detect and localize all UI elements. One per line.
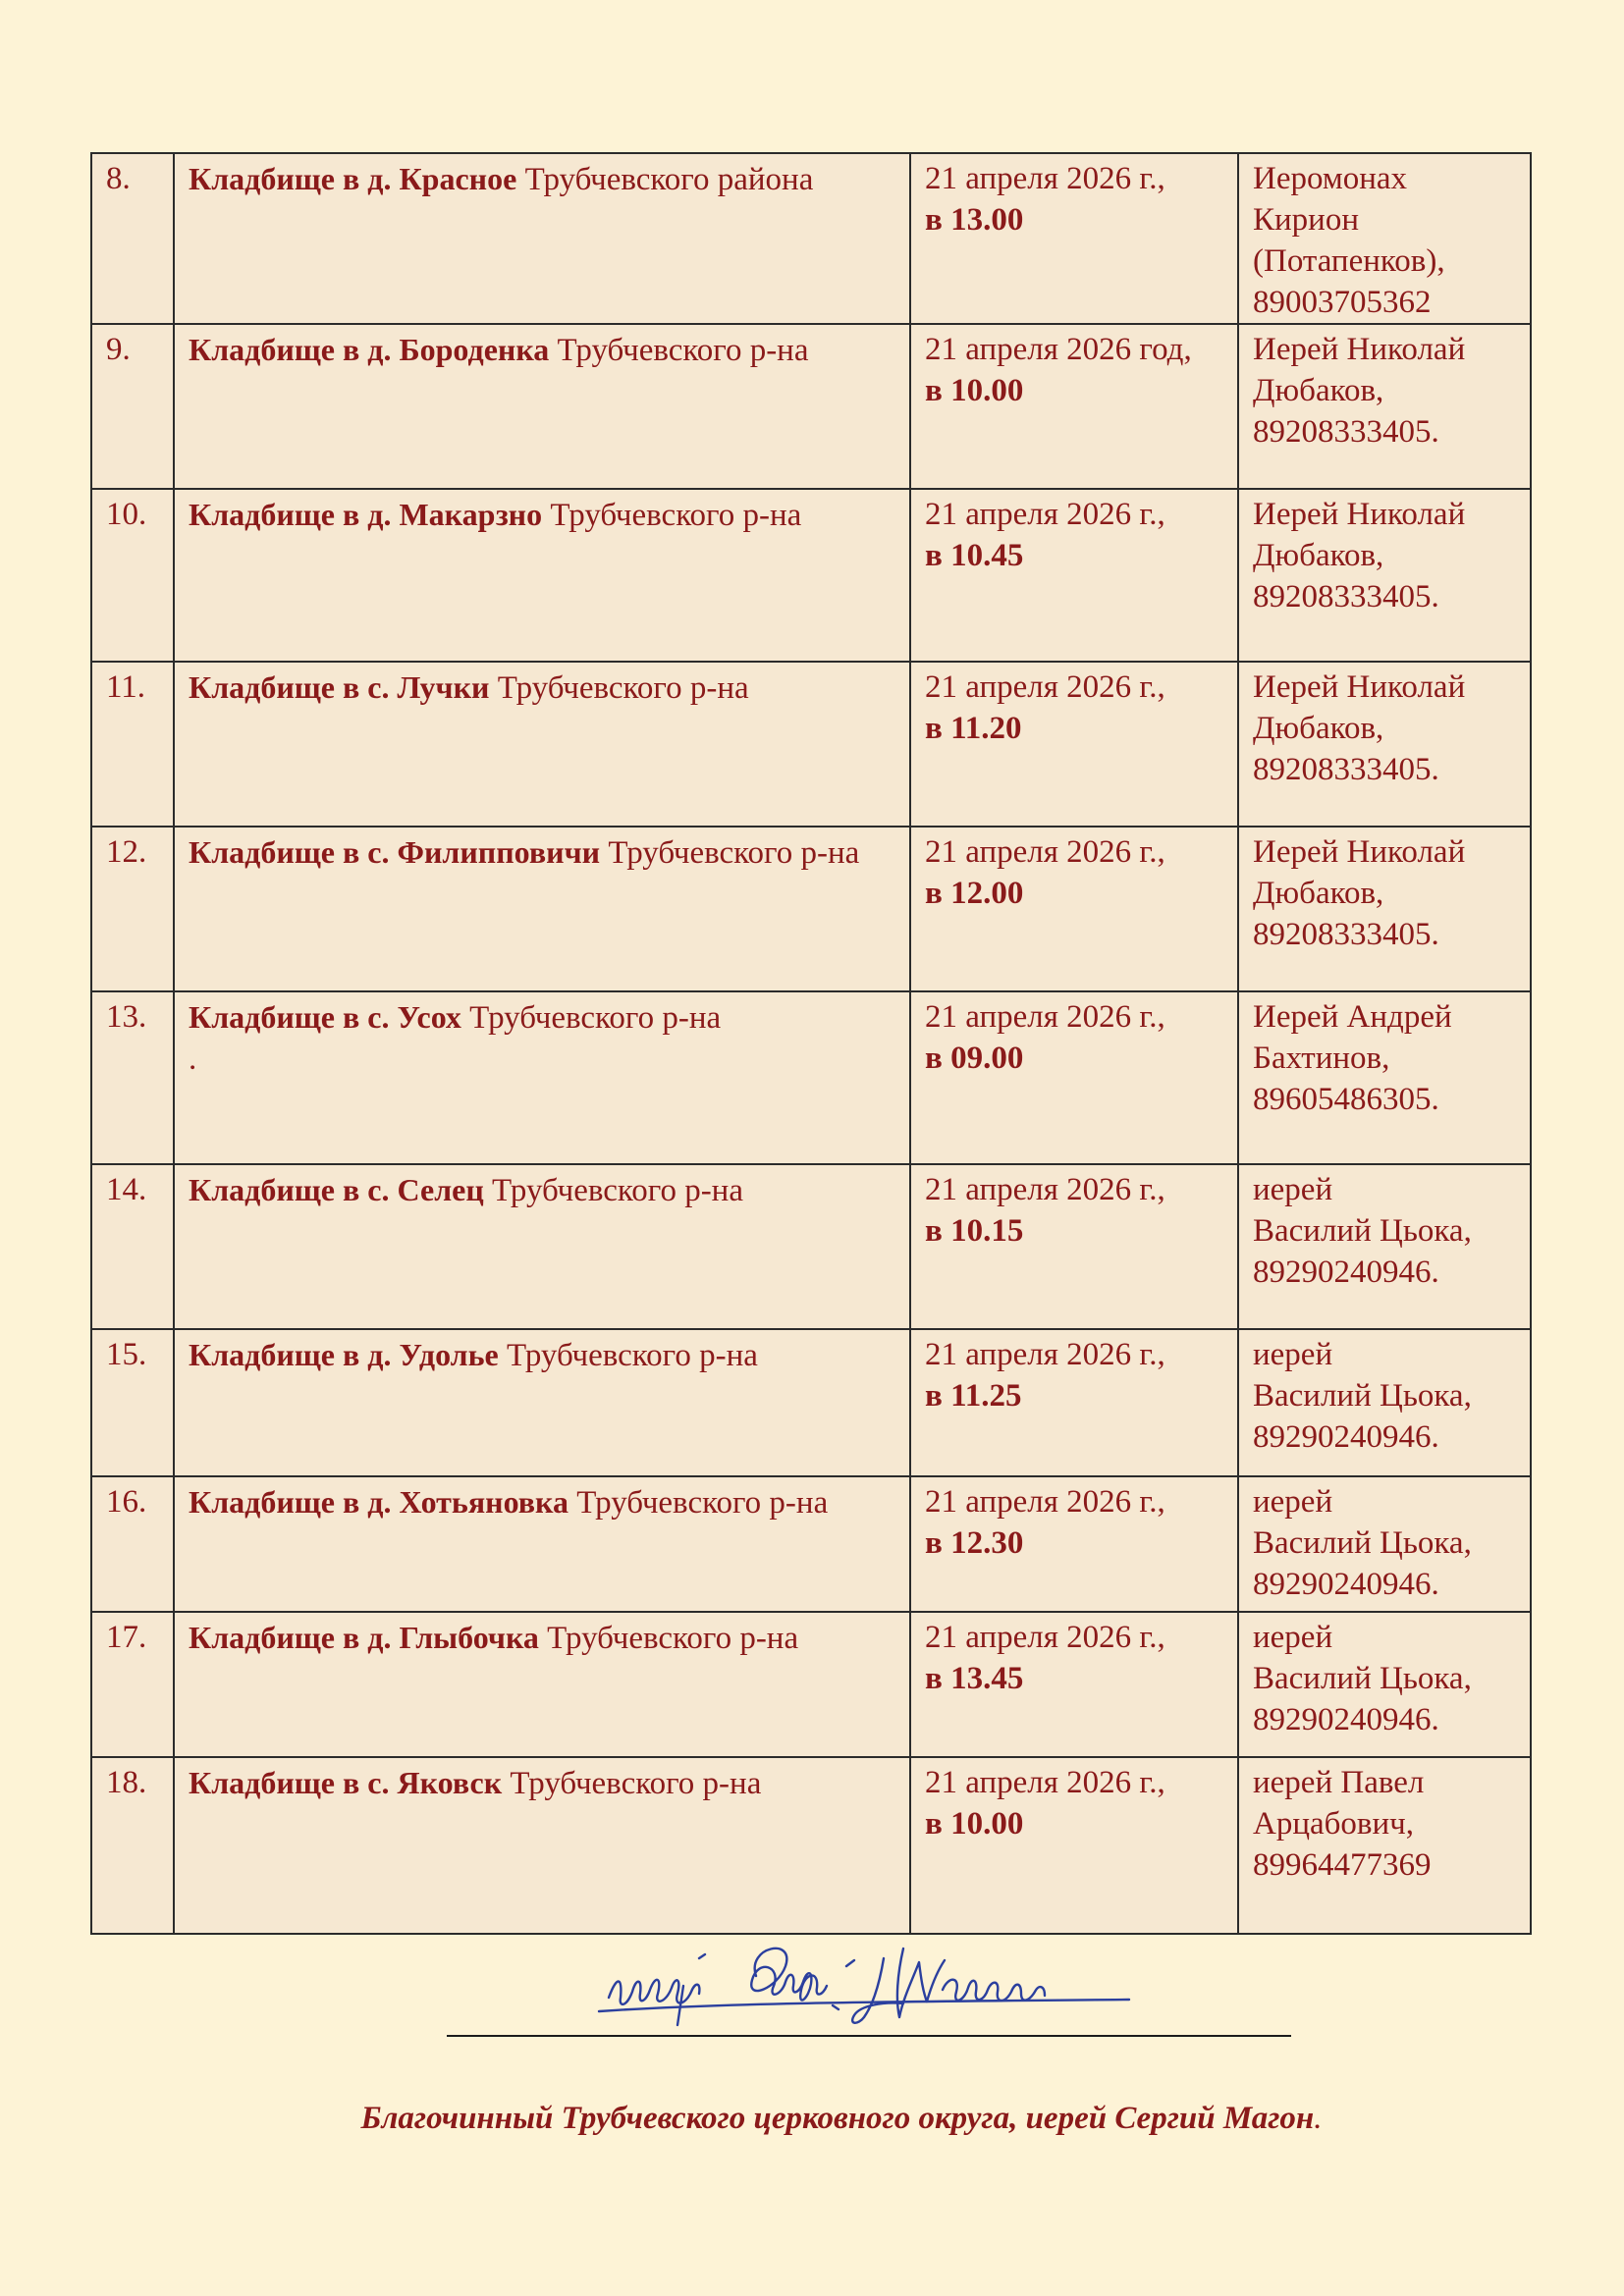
datetime-cell	[910, 153, 1238, 324]
priest-cell	[1238, 662, 1531, 827]
service-date: 21 апреля 2026 г.,	[925, 161, 1165, 196]
priest-line: 89208333405.	[1253, 414, 1439, 450]
place-name: Кладбище в д. Бороденка	[189, 332, 550, 367]
service-time: в 10.00	[925, 1806, 1024, 1842]
priest-cell	[1238, 1757, 1531, 1934]
place-cell	[174, 1329, 910, 1476]
priest-line: 89290240946.	[1253, 1419, 1439, 1455]
place-district: Трубчевского р-на	[483, 1173, 743, 1208]
place-name: Кладбище в с. Селец	[189, 1172, 484, 1207]
priest-cell	[1238, 153, 1531, 324]
place-name: Кладбище в с. Филипповичи	[189, 834, 601, 870]
place-district: Трубчевского р-на	[568, 1485, 829, 1521]
priest-line: Иеромонах	[1253, 161, 1408, 196]
datetime-cell	[910, 827, 1238, 991]
table-row	[91, 1757, 1531, 1934]
service-time: в 11.20	[925, 711, 1022, 746]
table-row	[91, 827, 1531, 991]
service-time: в 12.30	[925, 1525, 1024, 1561]
table-row	[91, 489, 1531, 662]
service-date: 21 апреля 2026 г.,	[925, 1620, 1165, 1655]
table-row	[91, 1329, 1531, 1476]
priest-line: Иерей Николай	[1253, 834, 1466, 870]
service-date: 21 апреля 2026 г.,	[925, 497, 1165, 532]
priest-line: 89208333405.	[1253, 579, 1439, 614]
datetime-cell	[910, 1476, 1238, 1612]
priest-line: Дюбаков,	[1253, 538, 1384, 573]
priest-cell	[1238, 1612, 1531, 1757]
place-name: Кладбище в д. Красное	[189, 161, 517, 196]
priest-line: 89605486305.	[1253, 1082, 1439, 1117]
service-date: 21 апреля 2026 г.,	[925, 669, 1165, 705]
priest-line: 89003705362	[1253, 285, 1432, 320]
place-cell	[174, 1612, 910, 1757]
row-number: 10.	[91, 489, 174, 662]
table-row	[91, 324, 1531, 489]
priest-line: иерей	[1253, 1337, 1333, 1372]
footer-title-end: .	[1314, 2101, 1323, 2136]
datetime-cell	[910, 1757, 1238, 1934]
place-district: Трубчевского р-на	[549, 333, 809, 368]
priest-line: Дюбаков,	[1253, 373, 1384, 408]
priest-line: Василий Цьока,	[1253, 1213, 1472, 1249]
footer-title-text: Благочинный Трубчевского церковного округа, иерей Сергий Магон	[360, 2101, 1315, 2136]
service-time: в 10.00	[925, 373, 1024, 408]
footer-title	[0, 2101, 1624, 2137]
priest-line: 89290240946.	[1253, 1567, 1439, 1602]
row-number: 17.	[91, 1612, 174, 1757]
priest-line: Иерей Андрей	[1253, 999, 1452, 1035]
place-name: Кладбище в д. Удолье	[189, 1337, 499, 1372]
table-row	[91, 991, 1531, 1164]
priest-line: 89964477369	[1253, 1847, 1432, 1883]
place-district: Трубчевского р-на	[460, 1000, 722, 1036]
priest-cell	[1238, 827, 1531, 991]
service-date: 21 апреля 2026 г.,	[925, 1172, 1165, 1207]
datetime-cell	[910, 489, 1238, 662]
place-cell	[174, 153, 910, 324]
place-cell	[174, 662, 910, 827]
priest-line: Иерей Николай	[1253, 497, 1466, 532]
signature-block	[447, 1929, 1291, 2047]
schedule-rows	[91, 153, 1531, 1934]
priest-line: 89208333405.	[1253, 752, 1439, 787]
priest-line: Иерей Николай	[1253, 332, 1466, 367]
service-date: 21 апреля 2026 год,	[925, 332, 1192, 367]
priest-line: 89208333405.	[1253, 917, 1439, 952]
schedule-table	[90, 152, 1532, 1935]
priest-cell	[1238, 991, 1531, 1164]
place-cell	[174, 1164, 910, 1329]
priest-line: Арцабович,	[1253, 1806, 1415, 1842]
service-date: 21 апреля 2026 г.,	[925, 1765, 1165, 1800]
place-district: Трубчевского р-на	[502, 1766, 762, 1801]
place-district: Трубчевского р-на	[538, 1621, 799, 1656]
table-row	[91, 1612, 1531, 1757]
place-cell	[174, 324, 910, 489]
datetime-cell	[910, 662, 1238, 827]
priest-line: (Потапенков),	[1253, 243, 1445, 279]
table-row	[91, 153, 1531, 324]
service-time: в 10.45	[925, 538, 1024, 573]
signature-line	[447, 2035, 1291, 2037]
row-number: 13.	[91, 991, 174, 1164]
place-name: Кладбище в с. Лучки	[189, 669, 490, 705]
place-cell	[174, 827, 910, 991]
row-number: 9.	[91, 324, 174, 489]
row-number: 12.	[91, 827, 174, 991]
priest-line: Василий Цьока,	[1253, 1661, 1472, 1696]
place-cell	[174, 489, 910, 662]
place-extra: .	[189, 1041, 197, 1077]
place-name: Кладбище в д. Глыбочка	[189, 1620, 539, 1655]
priest-line: Дюбаков,	[1253, 876, 1384, 911]
priest-line: иерей	[1253, 1484, 1333, 1520]
table-row	[91, 662, 1531, 827]
place-name: Кладбище в с. Усох	[189, 999, 461, 1035]
place-district: Трубчевского р-на	[489, 670, 749, 706]
place-district: Трубчевского района	[516, 162, 814, 197]
row-number: 18.	[91, 1757, 174, 1934]
priest-cell	[1238, 1164, 1531, 1329]
place-cell	[174, 991, 910, 1164]
table-row	[91, 1164, 1531, 1329]
row-number: 16.	[91, 1476, 174, 1612]
row-number: 11.	[91, 662, 174, 827]
place-name: Кладбище в д. Макарзно	[189, 497, 543, 532]
priest-line: Иерей Николай	[1253, 669, 1466, 705]
datetime-cell	[910, 1164, 1238, 1329]
service-time: в 09.00	[925, 1041, 1024, 1076]
service-time: в 10.15	[925, 1213, 1024, 1249]
priest-line: Дюбаков,	[1253, 711, 1384, 746]
service-date: 21 апреля 2026 г.,	[925, 999, 1165, 1035]
priest-cell	[1238, 1329, 1531, 1476]
row-number: 14.	[91, 1164, 174, 1329]
place-name: Кладбище в с. Яковск	[189, 1765, 503, 1800]
priest-line: иерей	[1253, 1172, 1333, 1207]
priest-line: 89290240946.	[1253, 1702, 1439, 1737]
service-time: в 13.45	[925, 1661, 1024, 1696]
row-number: 15.	[91, 1329, 174, 1476]
place-cell	[174, 1476, 910, 1612]
service-date: 21 апреля 2026 г.,	[925, 1337, 1165, 1372]
priest-line: 89290240946.	[1253, 1255, 1439, 1290]
priest-line: Василий Цьока,	[1253, 1378, 1472, 1414]
place-cell	[174, 1757, 910, 1934]
priest-line: Бахтинов,	[1253, 1041, 1390, 1076]
priest-cell	[1238, 1476, 1531, 1612]
priest-line: иерей Павел	[1253, 1765, 1425, 1800]
priest-line: иерей	[1253, 1620, 1333, 1655]
place-name: Кладбище в д. Хотьяновка	[189, 1484, 568, 1520]
handwritten-signature	[589, 1929, 1139, 2037]
datetime-cell	[910, 1329, 1238, 1476]
service-date: 21 апреля 2026 г.,	[925, 1484, 1165, 1520]
place-district: Трубчевского р-на	[600, 835, 860, 871]
datetime-cell	[910, 324, 1238, 489]
priest-line: Василий Цьока,	[1253, 1525, 1472, 1561]
row-number: 8.	[91, 153, 174, 324]
priest-cell	[1238, 489, 1531, 662]
datetime-cell	[910, 1612, 1238, 1757]
service-date: 21 апреля 2026 г.,	[925, 834, 1165, 870]
place-district: Трубчевского р-на	[542, 498, 802, 533]
priest-line: Кирион	[1253, 202, 1359, 238]
table-row	[91, 1476, 1531, 1612]
priest-cell	[1238, 324, 1531, 489]
service-time: в 13.00	[925, 202, 1024, 238]
place-district: Трубчевского р-на	[498, 1338, 758, 1373]
datetime-cell	[910, 991, 1238, 1164]
service-time: в 12.00	[925, 876, 1024, 911]
service-time: в 11.25	[925, 1378, 1022, 1414]
